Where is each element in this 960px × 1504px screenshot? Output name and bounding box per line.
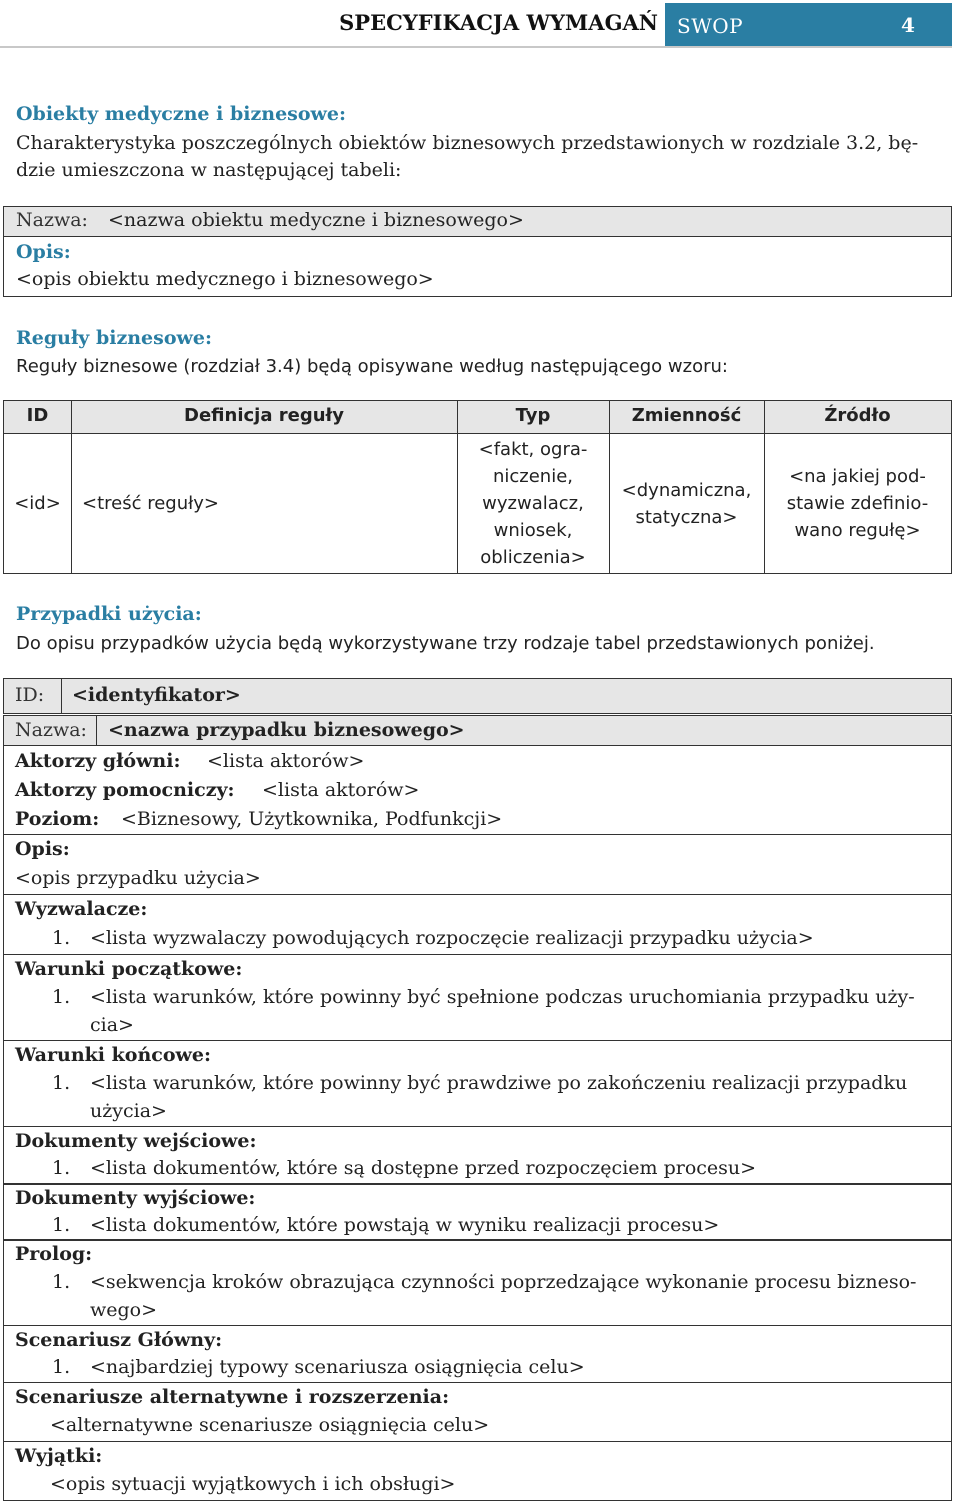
input-docs-label: Dokumenty wejściowe: [15,1130,257,1152]
rule-type-cell [457,436,609,571]
usecase-desc-row [3,834,952,895]
rule-type-line: obliczenia> [480,547,586,568]
list-number: 1. [52,1157,71,1179]
col-divider [71,401,72,573]
usecase-desc-value: <opis przypadku użycia> [15,867,261,889]
rules-intro: Reguły biznesowe (rozdział 3.4) będą opisywane według następującego wzoru: [16,356,728,377]
rule-variability-cell [609,477,764,531]
support-actors-label: Aktorzy pomocniczy: [15,779,235,801]
object-name-row [4,207,951,237]
col-header-type: Typ [515,405,551,426]
rule-type-line: wyzwalacz, [482,493,584,514]
usecase-desc-label: Opis: [15,838,70,860]
prolog-label: Prolog: [15,1243,93,1265]
usecase-preconditions-row [3,954,952,1041]
usecase-name-value: <nazwa przypadku biznesowego> [108,719,465,741]
usecase-name-row [3,715,952,746]
alternatives-label: Scenariusze alternatywne i rozszerzenia: [15,1386,450,1408]
rule-source-cell [764,463,951,544]
postconditions-item-line1: <lista warunków, które powinny być prawdziwe po zakończeniu realizacji przypadku [90,1072,908,1094]
rule-source-line: stawie zdefinio- [786,493,929,514]
list-number: 1. [52,1214,71,1236]
rule-variability-line: <dynamiczna, [621,480,752,501]
document-title: SPECYFIKACJA WYMAGAŃ [339,10,658,35]
rules-heading: Reguły biznesowe: [16,327,212,349]
prolog-item-line1: <sekwencja kroków obrazująca czynności poprzedzające wykonanie procesu bizneso- [90,1271,917,1293]
preconditions-item-line1: <lista warunków, które powinny być spełnione podczas uruchomiania przypadku uży- [90,986,915,1008]
usecase-exceptions-row [3,1441,952,1501]
page-number: 4 [901,13,915,37]
usecase-id-row [3,678,952,714]
col-header-definition: Definicja reguły [184,405,344,426]
input-docs-item: <lista dokumentów, które są dostępne przed rozpoczęciem procesu> [90,1157,757,1179]
rule-id-cell: <id> [14,493,61,514]
postconditions-label: Warunki końcowe: [15,1044,211,1066]
main-scenario-label: Scenariusz Główny: [15,1329,223,1351]
main-actors-label: Aktorzy główni: [15,750,181,772]
main-actors-value: <lista aktorów> [207,750,365,772]
usecase-actors-block [3,745,952,835]
usecase-input-docs-row [3,1126,952,1185]
object-desc-label: Opis: [16,241,71,263]
usecase-output-docs-row [3,1183,952,1241]
level-value: <Biznesowy, Użytkownika, Podfunkcji> [121,808,503,830]
usecases-heading: Przypadki użycia: [16,603,202,625]
rule-type-line: <fakt, ogra- [478,439,588,460]
rule-type-line: niczenie, [492,466,574,487]
brand-label: SWOP [677,14,744,38]
exceptions-label: Wyjątki: [15,1445,103,1467]
list-number: 1. [52,927,71,949]
objects-intro-line2: dzie umieszczona w następującej tabeli: [16,159,402,181]
triggers-item: <lista wyzwalaczy powodujących rozpoczęcie realizacji przypadku użycia> [90,927,814,949]
rule-definition-cell: <treść reguły> [82,493,219,514]
output-docs-item: <lista dokumentów, które powstają w wyniku realizacji procesu> [90,1214,720,1236]
usecase-triggers-row [3,894,952,955]
postconditions-item-line2: użycia> [90,1100,167,1122]
cell-divider [61,679,62,713]
list-number: 1. [52,1271,71,1293]
usecase-template-table [3,678,952,1500]
object-name-label: Nazwa: [16,209,88,231]
main-scenario-item: <najbardziej typowy scenariusza osiągnięcia celu> [90,1356,585,1378]
alternatives-value: <alternatywne scenariusze osiągnięcia celu> [50,1414,490,1436]
objects-intro-line1: Charakterystyka poszczególnych obiektów biznesowych przedstawionych w rozdziale 3.2, bę- [16,132,919,154]
level-label: Poziom: [15,808,100,830]
support-actors-value: <lista aktorów> [262,779,420,801]
rule-type-line: wniosek, [493,520,573,541]
object-template-table [3,206,952,297]
usecase-prolog-row [3,1239,952,1326]
usecase-alternatives-row [3,1382,952,1442]
usecases-intro: Do opisu przypadków użycia będą wykorzystywane trzy rodzaje tabel przedstawionych poniżej. [16,633,875,654]
usecase-id-value: <identyfikator> [72,684,241,706]
object-desc-value: <opis obiektu medycznego i biznesowego> [16,268,434,290]
cell-divider [96,716,97,745]
prolog-item-line2: wego> [90,1299,158,1321]
header-divider [0,46,952,48]
col-header-variability: Zmienność [631,405,742,426]
list-number: 1. [52,1356,71,1378]
usecase-main-scenario-row [3,1325,952,1383]
rules-template-table [3,400,952,574]
rule-variability-line: statyczna> [635,507,738,528]
output-docs-label: Dokumenty wyjściowe: [15,1187,256,1209]
usecase-id-label: ID: [15,684,45,706]
usecase-postconditions-row [3,1040,952,1127]
list-number: 1. [52,1072,71,1094]
col-header-source: Źródło [824,405,891,426]
objects-heading: Obiekty medyczne i biznesowe: [16,103,346,125]
object-name-value: <nazwa obiektu medyczne i biznesowego> [108,209,524,231]
header-bar [665,3,952,46]
preconditions-item-line2: cia> [90,1014,134,1036]
exceptions-value: <opis sytuacji wyjątkowych i ich obsługi> [50,1473,456,1495]
list-number: 1. [52,986,71,1008]
rule-source-line: <na jakiej pod- [789,466,926,487]
rule-source-line: wano regułę> [794,520,921,541]
triggers-label: Wyzwalacze: [15,898,148,920]
col-header-id: ID [26,405,49,426]
preconditions-label: Warunki początkowe: [15,958,243,980]
usecase-name-label: Nazwa: [15,719,87,741]
